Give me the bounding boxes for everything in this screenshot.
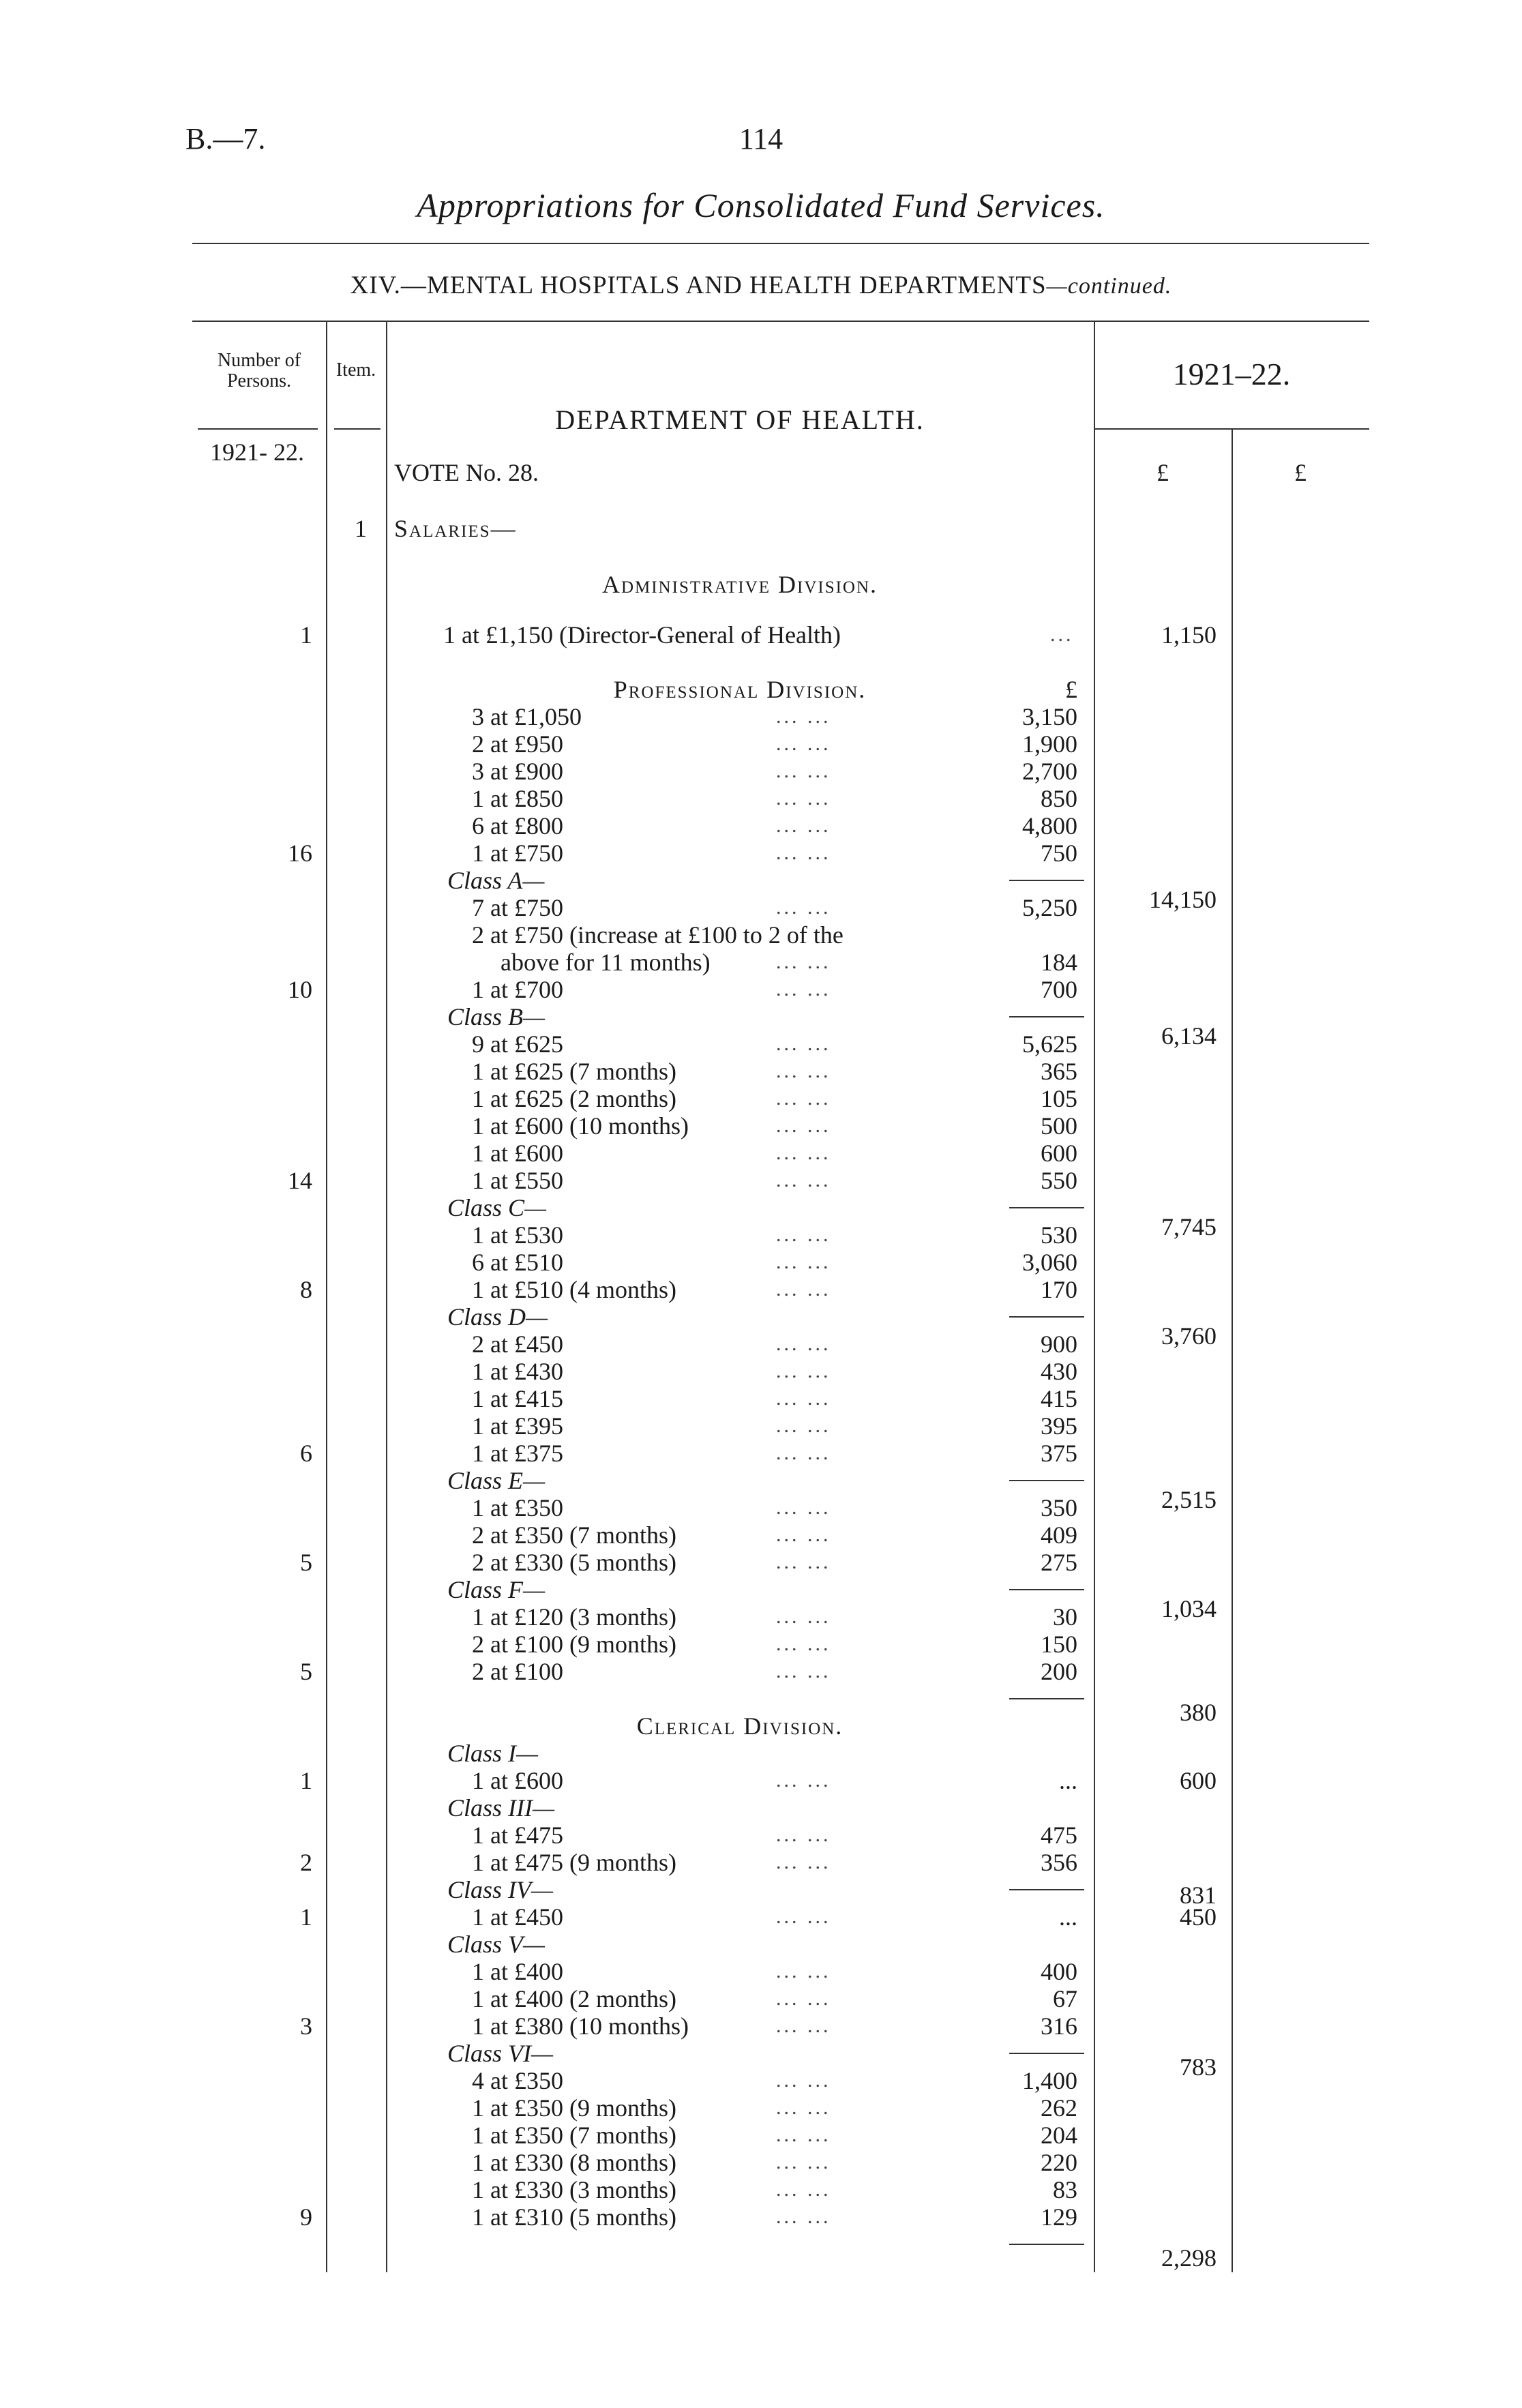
class-label: Class E—	[447, 1467, 546, 1494]
leader-dots: ... ...	[776, 1251, 831, 1273]
class-label: Class V—	[447, 1931, 546, 1958]
salary-line: 2 at £350 (7 months)	[472, 1521, 676, 1549]
subtotal-amount: 380	[1180, 1699, 1217, 1726]
subtotal-amount: 783	[1180, 2053, 1217, 2081]
salary-line: 1 at £395	[472, 1412, 563, 1440]
persons-count: 1	[300, 1903, 312, 1931]
leader-dots: ... ...	[776, 1278, 831, 1300]
salary-line: 3 at £1,050	[472, 703, 582, 730]
leader-dots: ... ...	[776, 2096, 831, 2119]
persons-count: 8	[300, 1276, 312, 1303]
line-amount: 500	[1041, 1112, 1077, 1140]
persons-count: 2	[300, 1849, 312, 1876]
salary-line: 1 at £625 (2 months)	[472, 1085, 676, 1112]
line-amount: 262	[1041, 2094, 1077, 2122]
subtotal-amount: 600	[1180, 1767, 1217, 1794]
department-title: DEPARTMENT OF HEALTH.	[555, 404, 925, 435]
item-header-rule	[334, 428, 380, 430]
leader-dots: ... ...	[776, 1087, 831, 1110]
line-amount: 4,800	[1022, 812, 1077, 839]
leader-dots: ... ...	[776, 1633, 831, 1655]
line-amount: 184	[1041, 949, 1077, 976]
class-label: Class A—	[447, 867, 545, 894]
vote-number: VOTE No. 28.	[394, 459, 539, 486]
leader-dots: ... ...	[776, 787, 831, 809]
line-amount: 129	[1041, 2203, 1077, 2231]
leader-dots: ... ...	[776, 842, 831, 864]
leader-dots: ... ...	[776, 1442, 831, 1464]
column-header-persons: Number of Persons.	[217, 350, 301, 391]
line-amount: 5,625	[1022, 1030, 1077, 1058]
subtotal-rule	[1009, 2053, 1084, 2054]
persons-count: 14	[288, 1167, 312, 1194]
subtotal-rule	[1009, 1207, 1084, 1208]
subtotal-amount: 3,760	[1161, 1322, 1217, 1350]
leader-dots: ... ...	[776, 1360, 831, 1382]
leader-dots: ... ...	[776, 951, 831, 973]
salary-line: 9 at £625	[472, 1030, 563, 1058]
salary-line: 1 at £850	[472, 785, 563, 812]
leader-dots: ... ...	[776, 1660, 831, 1682]
line-amount: 3,150	[1022, 703, 1077, 730]
leader-dots: ... ...	[776, 1769, 831, 1792]
leader-dots: ... ...	[776, 1851, 831, 1873]
line-amount: 1,400	[1022, 2067, 1077, 2094]
class-label: Class VI—	[447, 2040, 554, 2067]
salary-line: 1 at £700	[472, 976, 563, 1003]
line-amount: 375	[1041, 1440, 1077, 1467]
persons-count: 6	[300, 1440, 312, 1467]
line-amount: 400	[1041, 1958, 1077, 1985]
line-amount: 365	[1041, 1058, 1077, 1085]
line-amount: ...	[1059, 1903, 1077, 1931]
line-amount: 700	[1041, 976, 1077, 1003]
class-label: Class D—	[447, 1303, 548, 1331]
salary-line: 1 at £350 (9 months)	[472, 2094, 676, 2122]
salary-line: 1 at £350	[472, 1494, 563, 1521]
pound-sign-left: £	[1157, 459, 1169, 486]
subtotal-amount: 7,745	[1161, 1213, 1217, 1240]
page-reference: B.—7.	[185, 122, 266, 155]
line-amount: 850	[1041, 785, 1077, 812]
salary-line: 1 at £600 (10 months)	[472, 1112, 689, 1140]
line-amount: 475	[1041, 1822, 1077, 1849]
column-divider-year	[1094, 321, 1095, 2272]
class-label: Class I—	[447, 1740, 539, 1767]
line-amount: 550	[1041, 1167, 1077, 1194]
leader-dots: ... ...	[776, 2205, 831, 2228]
subtotal-rule	[1009, 1016, 1084, 1017]
salary-line: 1 at £400	[472, 1958, 563, 1985]
line-amount: 3,060	[1022, 1249, 1077, 1276]
salary-line: 1 at £550	[472, 1167, 563, 1194]
line-amount: 415	[1041, 1385, 1077, 1412]
column-header-item: Item.	[335, 359, 376, 381]
salary-line: 1 at £120 (3 months)	[472, 1603, 676, 1631]
subtotal-amount: 1,150	[1161, 621, 1217, 649]
leader-dots: ... ...	[776, 1414, 831, 1437]
salary-line: 1 at £600	[472, 1140, 563, 1167]
line-amount: 316	[1041, 2012, 1077, 2040]
subtotal-rule	[1009, 1889, 1084, 1890]
leader-dots: ... ...	[776, 732, 831, 755]
page-number: 114	[738, 122, 784, 155]
leader-dots: ... ...	[776, 1960, 831, 1982]
line-amount: 170	[1041, 1276, 1077, 1303]
persons-count: 9	[300, 2203, 312, 2231]
line-amount: 530	[1041, 1221, 1077, 1249]
subtotal-amount: 450	[1180, 1903, 1217, 1931]
salary-line: 1 at £400 (2 months)	[472, 1985, 676, 2012]
header-rule	[192, 243, 1369, 244]
leader-dots: ... ...	[776, 2124, 831, 2146]
table-top-rule	[192, 321, 1369, 322]
leader-dots: ... ...	[776, 978, 831, 1000]
leader-dots: ... ...	[776, 1032, 831, 1055]
salary-line: 7 at £750	[472, 894, 563, 921]
salary-line: 3 at £900	[472, 758, 563, 785]
leader-dots: ... ...	[776, 2015, 831, 2037]
line-amount: 409	[1041, 1521, 1077, 1549]
line-amount: 395	[1041, 1412, 1077, 1440]
salary-line: 2 at £100 (9 months)	[472, 1631, 676, 1658]
section-title	[0, 271, 1522, 300]
salary-line: 1 at £415	[472, 1385, 563, 1412]
line-amount: 2,700	[1022, 758, 1077, 785]
line-amount: 83	[1053, 2176, 1077, 2203]
salary-line: above for 11 months)	[501, 949, 711, 976]
salaries-label: Salaries—	[394, 515, 517, 542]
line-amount: 204	[1041, 2122, 1077, 2149]
line-amount: 105	[1041, 1085, 1077, 1112]
page-subtitle: Appropriations for Consolidated Fund Services.	[417, 186, 1105, 224]
leader-dots: ... ...	[776, 1169, 831, 1191]
leader-dots: ... ...	[776, 1114, 831, 1137]
section-title-continued: —continued.	[1046, 273, 1172, 299]
leader-dots: ... ...	[776, 1523, 831, 1546]
class-label: Class F—	[447, 1576, 546, 1603]
pound-sign-mid: £	[1065, 676, 1077, 703]
salary-line: 4 at £350	[472, 2067, 563, 2094]
line-amount: 150	[1041, 1631, 1077, 1658]
leader-dots: ... ...	[776, 2178, 831, 2201]
leader-dots: ... ...	[776, 1060, 831, 1082]
leader-dots: ...	[1050, 623, 1074, 646]
line-amount: 67	[1053, 1985, 1077, 2012]
leader-dots: ... ...	[776, 705, 831, 728]
line-amount: 600	[1041, 1140, 1077, 1167]
salary-line: 1 at £530	[472, 1221, 563, 1249]
line-amount: 900	[1041, 1331, 1077, 1358]
year-header-rule	[1094, 428, 1369, 430]
salary-line: 1 at £375	[472, 1440, 563, 1467]
line-amount: 430	[1041, 1358, 1077, 1385]
salary-line: 1 at £475 (9 months)	[472, 1849, 676, 1876]
line-amount: 750	[1041, 839, 1077, 867]
salary-line: 1 at £330 (8 months)	[472, 2149, 676, 2176]
line-amount: 220	[1041, 2149, 1077, 2176]
salary-line: 2 at £450	[472, 1331, 563, 1358]
salary-line: 2 at £750 (increase at £100 to 2 of the	[472, 921, 844, 949]
leader-dots: ... ...	[776, 1824, 831, 1846]
salary-line: 1 at £430	[472, 1358, 563, 1385]
salary-line: 1 at £625 (7 months)	[472, 1058, 676, 1085]
section-title-main: XIV.—MENTAL HOSPITALS AND HEALTH DEPARTMENTS	[350, 271, 1047, 299]
salary-line: 1 at £475	[472, 1822, 563, 1849]
column-divider-pounds	[1232, 428, 1233, 2272]
line-amount: 30	[1053, 1603, 1077, 1631]
class-label: Class III—	[447, 1794, 555, 1822]
line-amount: 1,900	[1022, 730, 1077, 758]
persons-count: 5	[300, 1549, 312, 1576]
salary-line: 1 at £330 (3 months)	[472, 2176, 676, 2203]
subtotal-rule	[1009, 2244, 1084, 2245]
line-amount: 200	[1041, 1658, 1077, 1685]
salary-line: 1 at £1,150 (Director-General of Health)	[443, 621, 841, 649]
persons-count: 16	[288, 839, 312, 867]
subtotal-rule	[1009, 1316, 1084, 1318]
subtotal-rule	[1009, 1480, 1084, 1481]
division-heading: Administrative Division.	[601, 571, 878, 598]
leader-dots: ... ...	[776, 760, 831, 782]
salary-line: 2 at £950	[472, 730, 563, 758]
persons-count: 3	[300, 2012, 312, 2040]
salary-line: 6 at £510	[472, 1249, 563, 1276]
subtotal-rule	[1009, 1589, 1084, 1590]
leader-dots: ... ...	[776, 1496, 831, 1519]
leader-dots: ... ...	[776, 1387, 831, 1410]
subtotal-amount: 6,134	[1161, 1022, 1217, 1050]
leader-dots: ... ...	[776, 1905, 831, 1928]
salary-line: 1 at £600	[472, 1767, 563, 1794]
leader-dots: ... ...	[776, 1333, 831, 1355]
salary-line: 6 at £800	[472, 812, 563, 839]
persons-count: 5	[300, 1658, 312, 1685]
column-divider-item	[386, 321, 387, 2272]
subtotal-amount: 14,150	[1149, 886, 1217, 913]
subtotal-amount: 2,515	[1161, 1486, 1217, 1513]
salary-line: 1 at £380 (10 months)	[472, 2012, 689, 2040]
subtotal-amount: 1,034	[1161, 1595, 1217, 1622]
persons-count: 10	[288, 976, 312, 1003]
subtotal-rule	[1009, 1698, 1084, 1699]
class-label: Class C—	[447, 1194, 547, 1221]
subtotal-rule	[1009, 880, 1084, 881]
persons-year-label: 1921- 22.	[210, 439, 304, 466]
line-amount: ...	[1059, 1767, 1077, 1794]
division-heading: Clerical Division.	[636, 1712, 844, 1740]
line-amount: 5,250	[1022, 894, 1077, 921]
persons-header-rule	[198, 428, 318, 430]
persons-count: 1	[300, 1767, 312, 1794]
subtotal-amount: 831	[1180, 1882, 1217, 1909]
leader-dots: ... ...	[776, 2069, 831, 2092]
item-number: 1	[355, 515, 367, 542]
leader-dots: ... ...	[776, 1605, 831, 1628]
division-heading: Professional Division.	[613, 676, 867, 703]
salary-line: 1 at £350 (7 months)	[472, 2122, 676, 2149]
leader-dots: ... ...	[776, 1223, 831, 1246]
salary-line: 1 at £450	[472, 1903, 563, 1931]
salary-line: 1 at £310 (5 months)	[472, 2203, 676, 2231]
subtotal-amount: 2,298	[1161, 2244, 1217, 2272]
column-divider-persons	[326, 321, 327, 2272]
line-amount: 350	[1041, 1494, 1077, 1521]
class-label: Class IV—	[447, 1876, 554, 1903]
leader-dots: ... ...	[776, 1551, 831, 1573]
leader-dots: ... ...	[776, 2151, 831, 2173]
line-amount: 356	[1041, 1849, 1077, 1876]
column-header-year: 1921–22.	[1172, 357, 1291, 391]
leader-dots: ... ...	[776, 896, 831, 919]
salary-line: 1 at £750	[472, 839, 563, 867]
salary-line: 1 at £510 (4 months)	[472, 1276, 676, 1303]
leader-dots: ... ...	[776, 1142, 831, 1164]
salary-line: 2 at £330 (5 months)	[472, 1549, 676, 1576]
salary-line: 2 at £100	[472, 1658, 563, 1685]
leader-dots: ... ...	[776, 814, 831, 837]
leader-dots: ... ...	[776, 1987, 831, 2010]
line-amount: 275	[1041, 1549, 1077, 1576]
persons-count: 1	[300, 621, 312, 649]
pound-sign-right: £	[1294, 459, 1307, 486]
class-label: Class B—	[447, 1003, 546, 1030]
